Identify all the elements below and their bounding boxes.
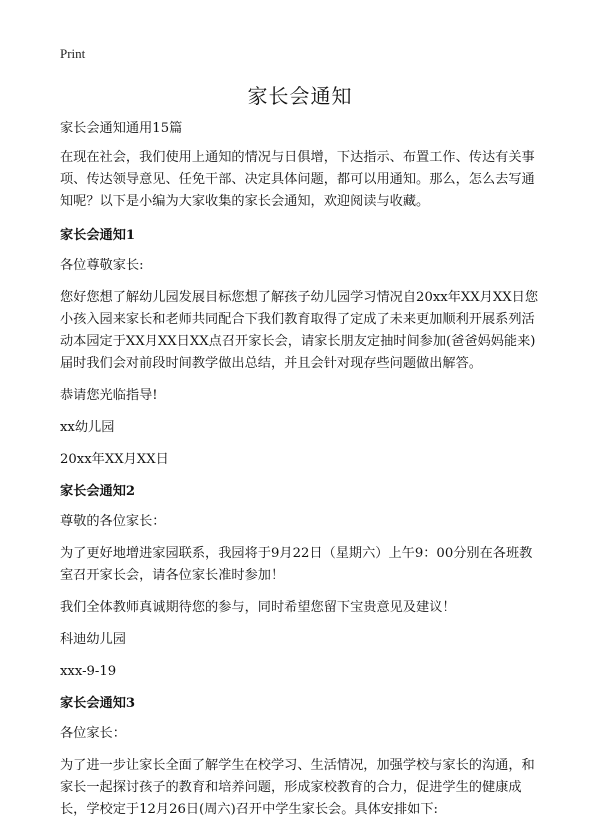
section-3-body: 为了进一步让家长全面了解学生在校学习、生活情况，加强学校与家长的沟通，和家长一起探讨孩子的教育和培养问题，形成家校教育的合力，促进学生的健康成长，学校定于12月26日(周六)召开中学生家长会。具体安排如下: bbox=[60, 758, 535, 817]
document-body bbox=[60, 118, 542, 830]
section-3-greeting: 各位家长： bbox=[60, 726, 126, 741]
section-2-closing: 我们全体教师真诚期待您的参与，同时希望您留下宝贵意见及建议！ bbox=[60, 600, 456, 615]
section-1-heading: 家长会通知1 bbox=[60, 228, 136, 243]
section-1-body: 您好您想了解幼儿园发展目标您想了解孩子幼儿园学习情况自20xx年XX月XX日您小孩入园来家长和老师共同配合下我们教育取得了定成了未来更加顺利开展系列活动本园定于XX月XX日XX点召开家长会，请家长朋友定抽时间参加(爸爸妈妈能来)届时我们会对前段时间教学做出总结，并且会针对现存些问题做出解答。 bbox=[60, 290, 539, 371]
intro-paragraph: 在现在社会，我们使用上通知的情况与日俱增，下达指示、布置工作、传达有关事项、传达领导意见、任免干部、决定具体问题，都可以用通知。那么，怎么去写通知呢？以下是小编为大家收集的家长会通知，欢迎阅读与收藏。 bbox=[60, 150, 535, 209]
print-link[interactable]: Print bbox=[60, 46, 86, 61]
section-2-signature: 科迪幼儿园 bbox=[60, 632, 126, 647]
section-3-heading: 家长会通知3 bbox=[60, 696, 136, 711]
section-1-closing: 恭请您光临指导! bbox=[60, 388, 158, 403]
section-1-greeting: 各位尊敬家长: bbox=[60, 258, 144, 273]
document-subtitle: 家长会通知通用15篇 bbox=[60, 121, 183, 136]
section-2-body: 为了更好地增进家园联系，我园将于9月22日（星期六）上午9：00分别在各班教室召开家长会，请各位家长准时参加！ bbox=[60, 546, 533, 583]
document-title: 家长会通知 bbox=[247, 84, 353, 108]
section-1-signature: xx幼儿园 bbox=[60, 420, 115, 435]
section-1-date: 20xx年XX月XX日 bbox=[60, 452, 169, 467]
section-2-greeting: 尊敬的各位家长： bbox=[60, 514, 166, 529]
section-2-date: xxx-9-19 bbox=[60, 664, 117, 679]
section-2-heading: 家长会通知2 bbox=[60, 484, 136, 499]
